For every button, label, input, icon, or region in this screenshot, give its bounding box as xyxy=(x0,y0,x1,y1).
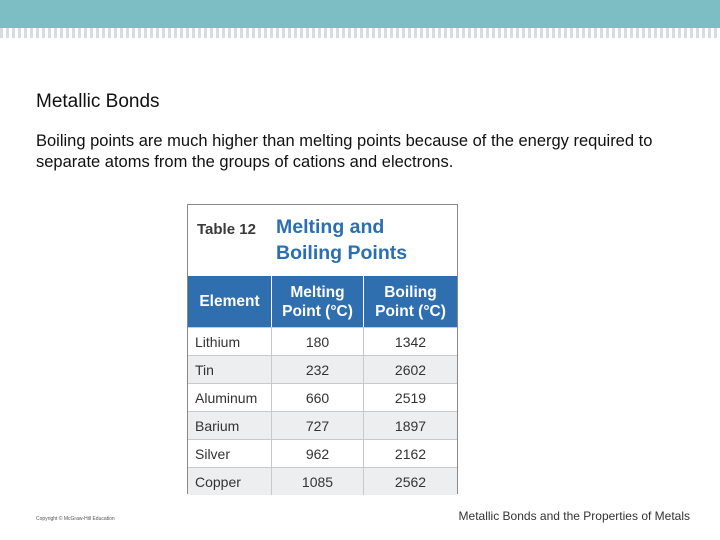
cell-boiling: 2519 xyxy=(394,389,427,406)
melting-boiling-table xyxy=(187,204,458,494)
table-header-row xyxy=(188,276,457,327)
decorative-dash-strip xyxy=(0,28,720,38)
header-element: Element xyxy=(188,276,272,327)
table-row xyxy=(188,327,457,355)
table-row xyxy=(188,439,457,467)
cell-melting: 962 xyxy=(272,440,364,467)
cell-boiling: 1342 xyxy=(394,333,427,350)
cell-element: Lithium xyxy=(188,328,272,355)
table-caption xyxy=(188,205,457,275)
table-title xyxy=(276,214,407,266)
cell-element: Tin xyxy=(188,356,272,383)
cell-melting: 660 xyxy=(272,384,364,411)
header-boiling-point xyxy=(364,276,457,327)
header-boiling-line1: Boiling xyxy=(384,283,437,301)
header-melting-point xyxy=(272,276,364,327)
table-row xyxy=(188,355,457,383)
slide-title: Metallic Bonds xyxy=(36,91,160,112)
table-row xyxy=(188,383,457,411)
cell-boiling: 1897 xyxy=(394,417,427,434)
slide-body-text: Boiling points are much higher than melting points because of the energy required to separate atoms from the groups of cations and electrons. xyxy=(36,132,653,171)
cell-melting: 1085 xyxy=(272,468,364,495)
table-title-line1: Melting and xyxy=(276,216,385,238)
cell-boiling: 2602 xyxy=(394,361,427,378)
table-title-line2: Boiling Points xyxy=(276,242,408,264)
table-row xyxy=(188,467,457,495)
cell-melting: 180 xyxy=(272,328,364,355)
top-accent-bar xyxy=(0,0,720,28)
cell-boiling: 2562 xyxy=(394,473,427,490)
table-row xyxy=(188,411,457,439)
table-number: Table 12 xyxy=(197,221,256,238)
cell-element: Copper xyxy=(188,468,272,495)
header-melting-line2: Point (°C) xyxy=(282,302,353,320)
cell-boiling: 2162 xyxy=(394,445,427,462)
cell-melting: 727 xyxy=(272,412,364,439)
table-body xyxy=(188,327,457,495)
cell-element: Silver xyxy=(188,440,272,467)
footer-title: Metallic Bonds and the Properties of Metals xyxy=(458,509,690,523)
header-melting-line1: Melting xyxy=(290,283,345,301)
copyright-notice: Copyright © McGraw-Hill Education xyxy=(36,516,115,522)
cell-element: Aluminum xyxy=(188,384,272,411)
cell-element: Barium xyxy=(188,412,272,439)
header-boiling-line2: Point (°C) xyxy=(375,302,446,320)
cell-melting: 232 xyxy=(272,356,364,383)
